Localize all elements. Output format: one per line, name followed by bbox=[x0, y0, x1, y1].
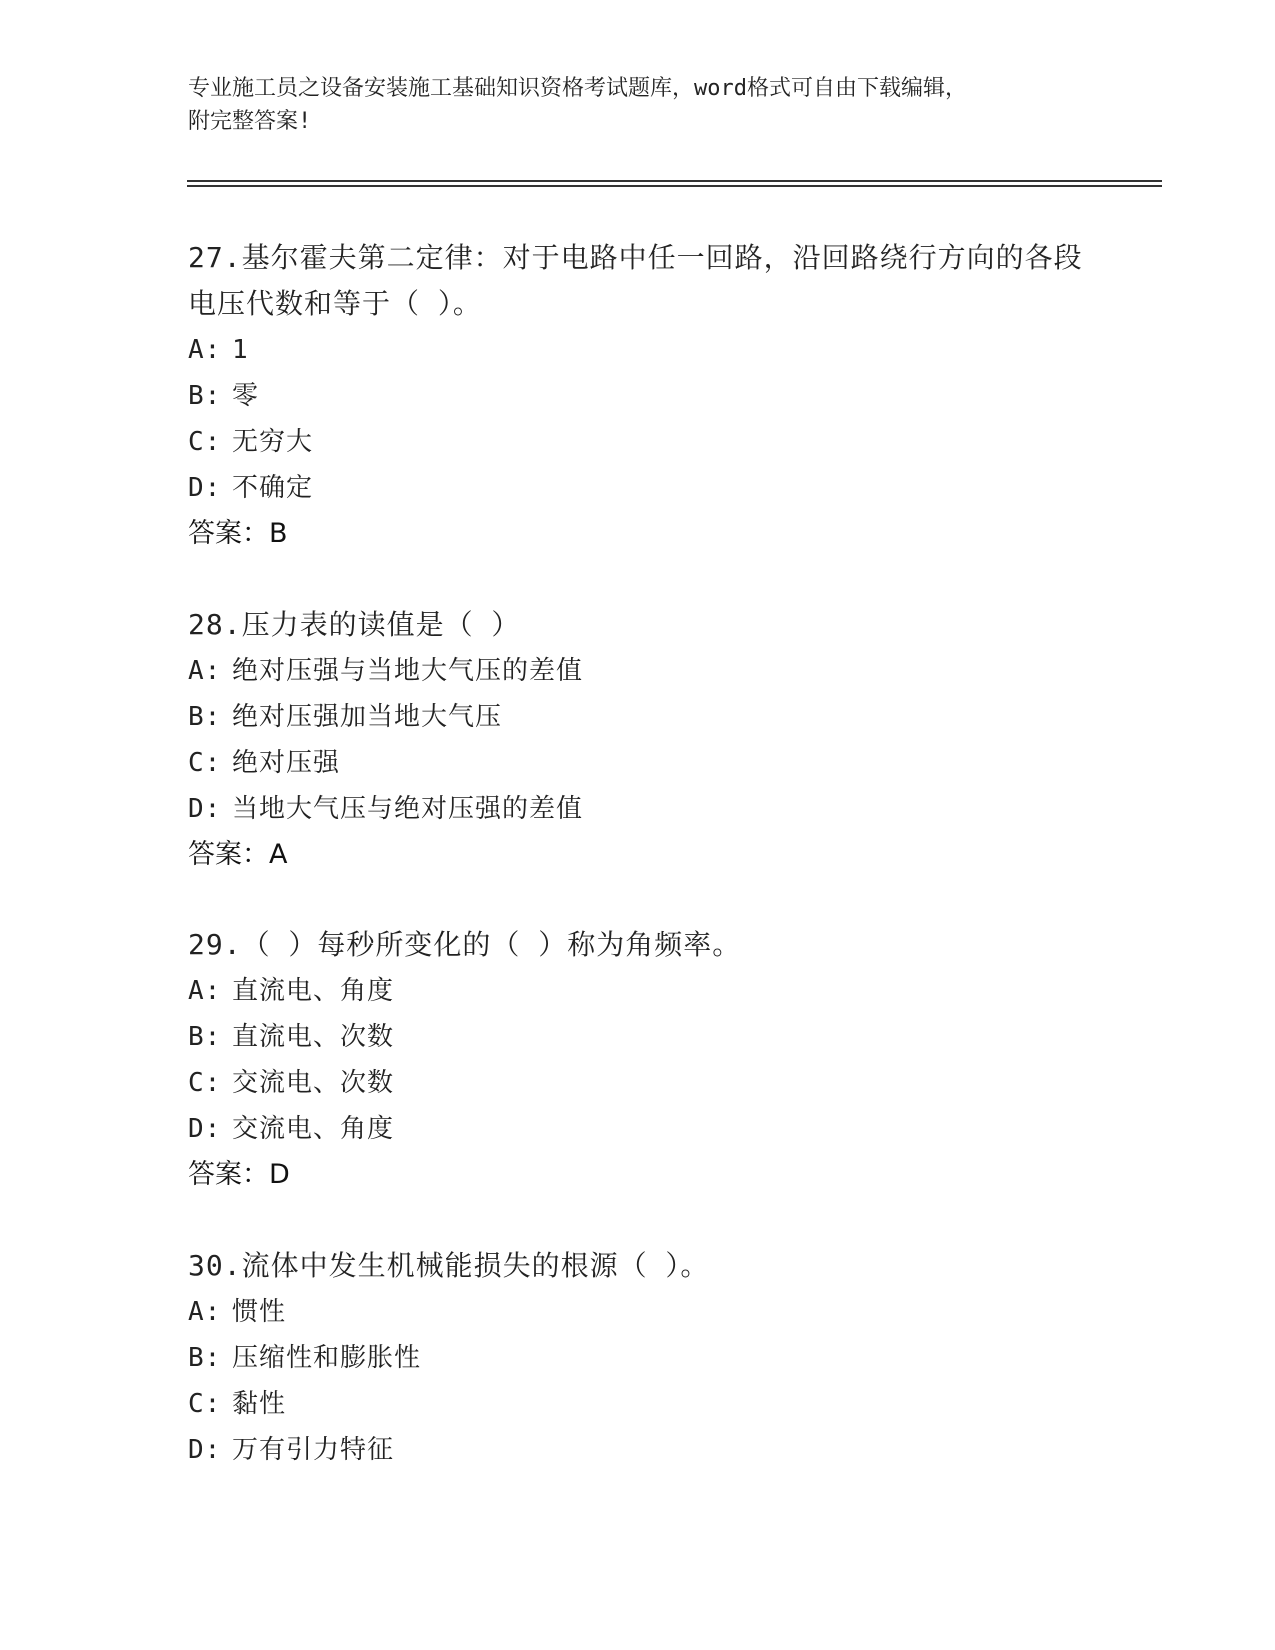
header-line-1: 专业施工员之设备安装施工基础知识资格考试题库，word格式可自由下载编辑， bbox=[188, 76, 967, 101]
question-stem bbox=[188, 602, 1088, 648]
option-text: 1 bbox=[232, 335, 249, 365]
question-stem bbox=[188, 1243, 1088, 1289]
option-letter: D: bbox=[188, 1435, 222, 1465]
question-28 bbox=[188, 602, 1088, 878]
option-letter: D: bbox=[188, 1114, 222, 1144]
answer-line: 答案：D bbox=[188, 1159, 290, 1190]
option-text: 交流电、次数 bbox=[232, 1068, 395, 1098]
option-text: 不确定 bbox=[232, 473, 314, 503]
option-b bbox=[188, 1335, 1088, 1381]
option-b bbox=[188, 694, 1088, 740]
option-c bbox=[188, 419, 1088, 465]
option-a bbox=[188, 327, 1088, 373]
question-stem-line: 电压代数和等于（ ）。 bbox=[188, 287, 482, 320]
question-27 bbox=[188, 235, 1088, 557]
option-letter: C: bbox=[188, 748, 222, 778]
question-stem-line: 29.（ ）每秒所变化的（ ）称为角频率。 bbox=[188, 928, 742, 961]
option-d bbox=[188, 465, 1088, 511]
option-text: 当地大气压与绝对压强的差值 bbox=[232, 794, 584, 824]
question-stem-line: 30.流体中发生机械能损失的根源（ ）。 bbox=[188, 1249, 710, 1282]
option-b bbox=[188, 1014, 1088, 1060]
option-d bbox=[188, 1106, 1088, 1152]
question-29 bbox=[188, 922, 1088, 1198]
option-letter: A: bbox=[188, 976, 222, 1006]
option-letter: B: bbox=[188, 1343, 222, 1373]
question-stem-line: 28.压力表的读值是（ ） bbox=[188, 608, 521, 641]
option-c bbox=[188, 1060, 1088, 1106]
header-divider-top bbox=[187, 180, 1162, 182]
option-text: 零 bbox=[232, 381, 260, 411]
option-letter: D: bbox=[188, 794, 222, 824]
option-a bbox=[188, 968, 1088, 1014]
option-c bbox=[188, 740, 1088, 786]
question-stem bbox=[188, 235, 1088, 327]
option-letter: B: bbox=[188, 702, 222, 732]
option-text: 压缩性和膨胀性 bbox=[232, 1343, 422, 1373]
option-d bbox=[188, 786, 1088, 832]
document-header bbox=[188, 72, 1088, 138]
header-line-2: 附完整答案! bbox=[188, 109, 312, 134]
option-b bbox=[188, 373, 1088, 419]
option-c bbox=[188, 1381, 1088, 1427]
option-text: 交流电、角度 bbox=[232, 1114, 395, 1144]
option-letter: C: bbox=[188, 1068, 222, 1098]
option-letter: C: bbox=[188, 1389, 222, 1419]
option-text: 绝对压强加当地大气压 bbox=[232, 702, 503, 732]
question-stem-line: 27.基尔霍夫第二定律：对于电路中任一回路，沿回路绕行方向的各段 bbox=[188, 241, 1083, 274]
question-30 bbox=[188, 1243, 1088, 1473]
option-letter: D: bbox=[188, 473, 222, 503]
option-a bbox=[188, 648, 1088, 694]
option-text: 直流电、角度 bbox=[232, 976, 395, 1006]
option-letter: A: bbox=[188, 656, 222, 686]
option-a bbox=[188, 1289, 1088, 1335]
option-letter: A: bbox=[188, 1297, 222, 1327]
option-text: 绝对压强与当地大气压的差值 bbox=[232, 656, 584, 686]
option-text: 无穷大 bbox=[232, 427, 314, 457]
option-text: 绝对压强 bbox=[232, 748, 341, 778]
question-stem bbox=[188, 922, 1088, 968]
option-letter: B: bbox=[188, 1022, 222, 1052]
answer-line: 答案：B bbox=[188, 518, 288, 549]
option-text: 直流电、次数 bbox=[232, 1022, 395, 1052]
option-text: 万有引力特征 bbox=[232, 1435, 395, 1465]
option-letter: C: bbox=[188, 427, 222, 457]
option-text: 黏性 bbox=[232, 1389, 287, 1419]
option-text: 惯性 bbox=[232, 1297, 287, 1327]
option-letter: B: bbox=[188, 381, 222, 411]
header-divider-bottom bbox=[187, 185, 1162, 187]
option-d bbox=[188, 1427, 1088, 1473]
answer-line: 答案：A bbox=[188, 839, 288, 870]
option-letter: A: bbox=[188, 335, 222, 365]
